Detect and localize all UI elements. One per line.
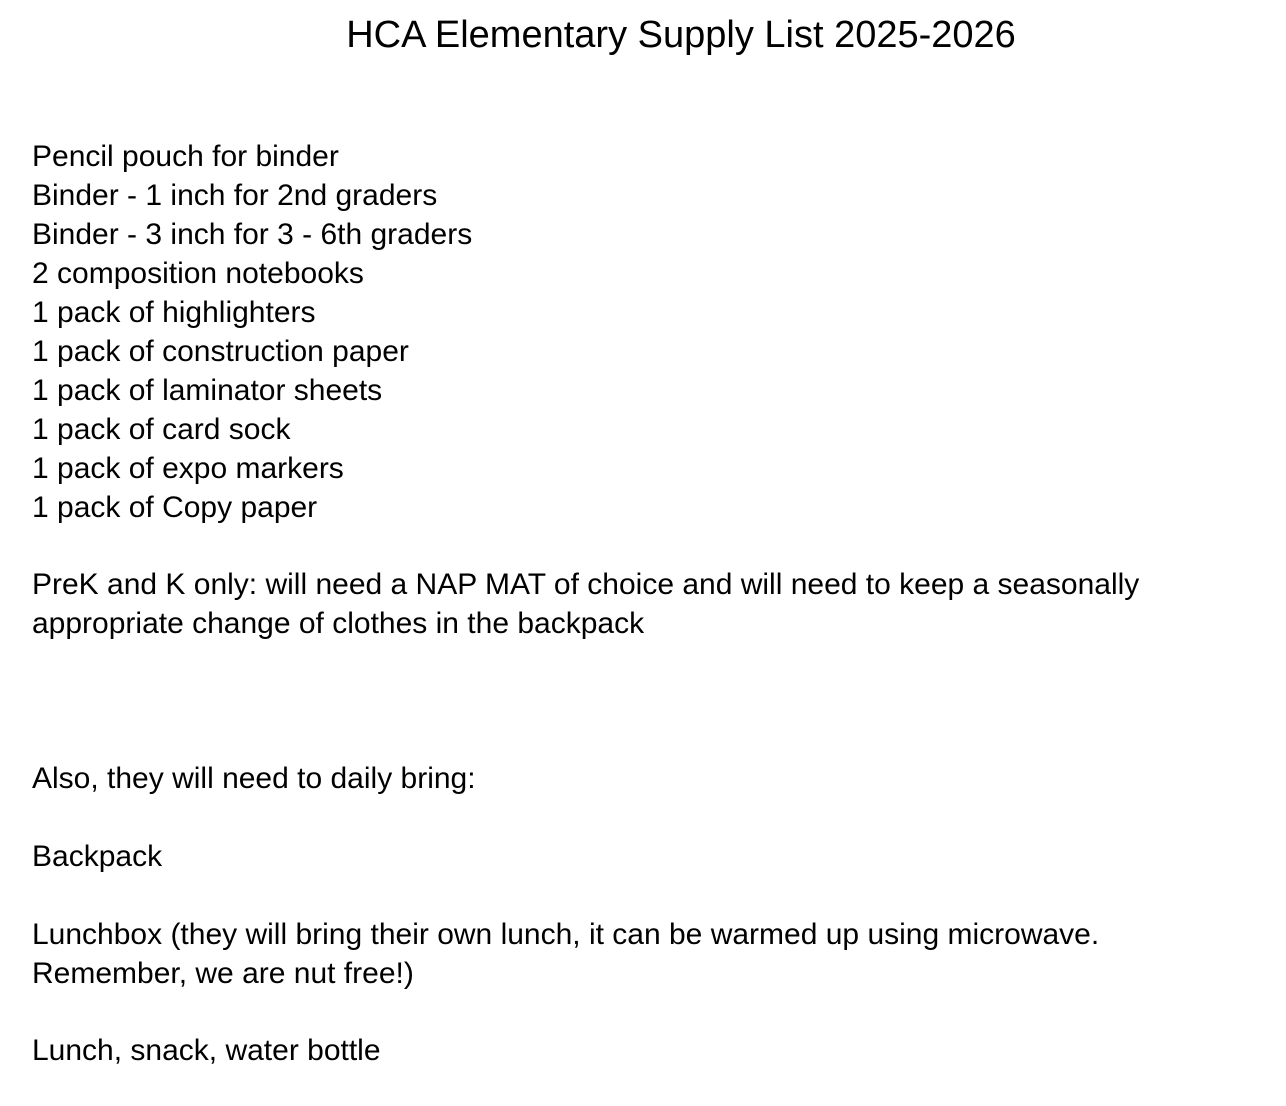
lunchbox-line-2: Remember, we are nut free!) <box>32 957 414 990</box>
daily-item-lunchbox <box>32 915 1099 993</box>
lunchbox-line-1: Lunchbox (they will bring their own lunch, it can be warmed up using microwave. <box>32 918 1100 951</box>
supply-item: 1 pack of construction paper <box>32 335 409 368</box>
prek-note <box>32 565 1139 643</box>
supply-item: 1 pack of Copy paper <box>32 491 318 524</box>
supply-item: Binder - 3 inch for 3 - 6th graders <box>32 218 473 251</box>
supply-item: Binder - 1 inch for 2nd graders <box>32 179 438 212</box>
daily-item-lunch: Lunch, snack, water bottle <box>32 1034 381 1067</box>
supply-item: 2 composition notebooks <box>32 257 364 290</box>
daily-intro: Also, they will need to daily bring: <box>32 762 476 795</box>
supply-list <box>32 137 472 527</box>
page-title: HCA Elementary Supply List 2025-2026 <box>346 14 1016 56</box>
supply-item: 1 pack of card sock <box>32 413 291 446</box>
supply-item: 1 pack of expo markers <box>32 452 344 485</box>
supply-item: 1 pack of laminator sheets <box>32 374 383 407</box>
supply-item: Pencil pouch for binder <box>32 140 339 173</box>
prek-note-line-1: PreK and K only: will need a NAP MAT of choice and will need to keep a seasonally <box>32 568 1140 601</box>
daily-item-backpack: Backpack <box>32 840 163 873</box>
supply-item: 1 pack of highlighters <box>32 296 316 329</box>
prek-note-line-2: appropriate change of clothes in the backpack <box>32 607 645 640</box>
